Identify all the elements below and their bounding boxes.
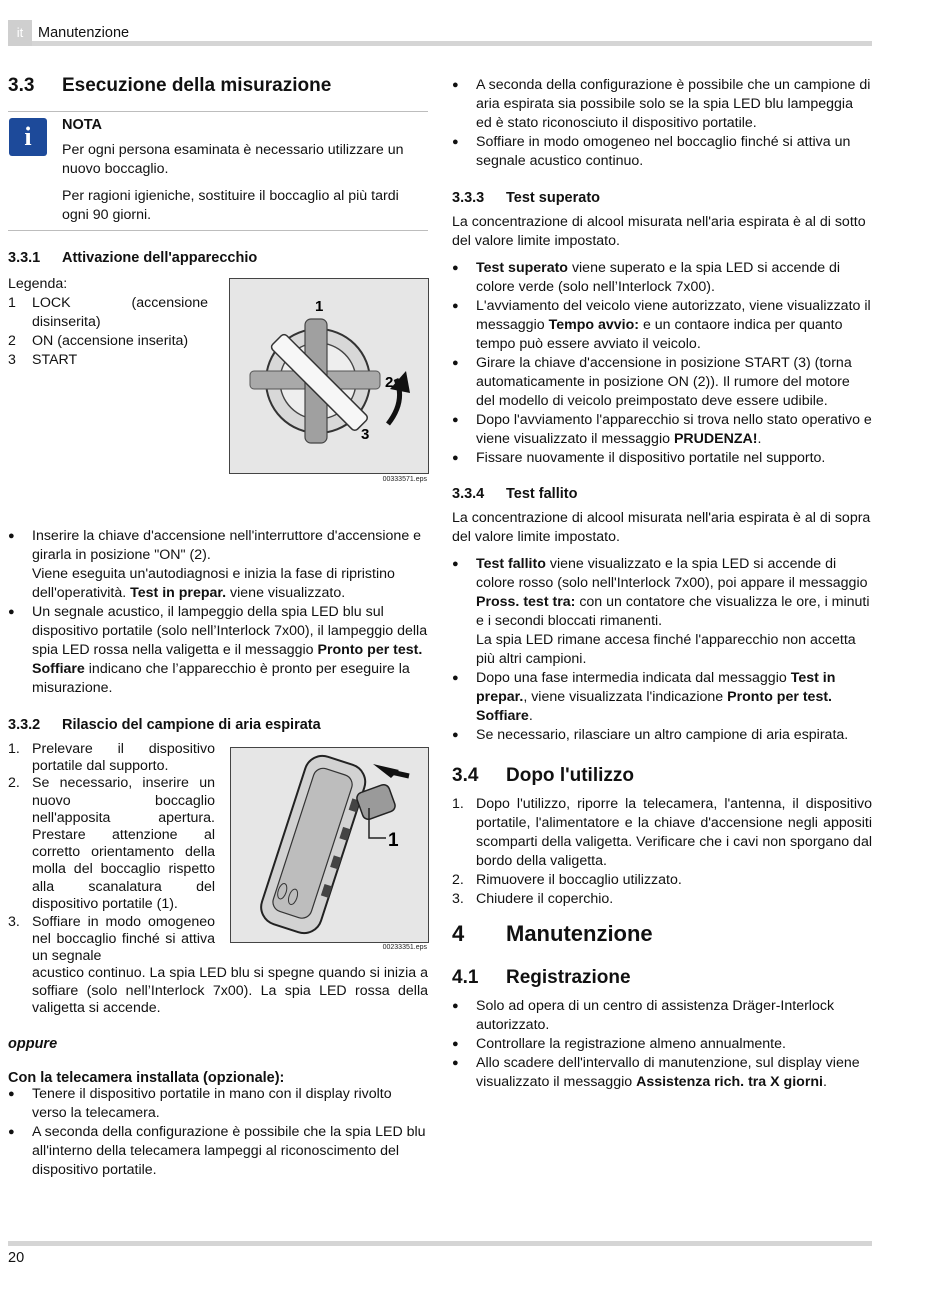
- section-title: Attivazione dell'apparecchio: [62, 250, 258, 266]
- list-item: ● Fissare nuovamente il dispositivo portatile nel supporto.: [452, 449, 872, 468]
- section-title: Registrazione: [506, 967, 631, 988]
- callout-1: 1: [315, 298, 324, 315]
- section-title: Manutenzione: [506, 921, 653, 946]
- list-item: 1. Prelevare il dispositivo portatile dal supporto.: [8, 741, 215, 775]
- list-item: ● Allo scadere dell'intervallo di manutenzione, sul display viene visualizzato il messaggio Assistenza rich. tra X giorni.: [452, 1054, 872, 1092]
- section-title: Test fallito: [506, 486, 578, 502]
- section-title: Rilascio del campione di aria espirata: [62, 717, 321, 733]
- section-title: Dopo l'utilizzo: [506, 765, 634, 786]
- test-passed-steps: [452, 259, 872, 468]
- legend-item: 2 ON (accensione inserita): [8, 333, 189, 349]
- note-paragraph-1: Per ogni persona esaminata è necessario utilizzare un nuovo boccaglio.: [62, 142, 404, 177]
- section-3-4-heading: [452, 764, 634, 788]
- after-use-steps: [452, 795, 872, 909]
- activation-steps: [8, 527, 428, 698]
- section-number: 3.4: [452, 765, 479, 786]
- list-item: ● A seconda della configurazione è possibile che la spia LED blu all'interno della telecamera lampeggi al riconoscimento del dispositivo portatile.: [8, 1123, 428, 1180]
- list-item: ● Test fallito viene visualizzato e la spia LED si accende di colore rosso (solo nell'Interlock 7x00), poi appare il messaggio Pross. test tra: con un contatore che visualizza le ore, i minuti e i secondi bloccati rimanenti. La spia LED rimane accesa finché l'apparecchio non accetta più altri campioni.: [452, 555, 872, 669]
- list-item: ● Dopo una fase intermedia indicata dal messaggio Test in prepar., viene visualizzata l'indicazione Pronto per test. Soffiare.: [452, 669, 872, 726]
- section-number: 3.3.1: [8, 250, 41, 266]
- list-item: ● L'avviamento del veicolo viene autorizzato, viene visualizzato il messaggio Tempo avvio: e un contaore indica per quanto tempo può essere avviato il veicolo.: [452, 297, 872, 354]
- section-number: 4.1: [452, 967, 479, 988]
- section-number: 3.3: [8, 75, 35, 96]
- callout-1: 1: [388, 830, 399, 851]
- test-failed-steps: [452, 555, 872, 745]
- section-4-1-heading: [452, 966, 631, 990]
- camera-steps: [8, 1085, 428, 1180]
- section-3-3-heading: [8, 74, 331, 98]
- section-number: 4: [452, 921, 465, 946]
- list-item: ● Un segnale acustico, il lampeggio della spia LED blu sul dispositivo portatile (solo nell’Interlock 7x00), il lampeggio della spia LED rossa nella valigetta e il messaggio Pronto per test. Soffiare indicano che l’apparecchio è pronto per eseguire la misurazione.: [8, 603, 428, 698]
- section-3-3-1-heading: [8, 249, 257, 268]
- handheld-device-figure: [230, 747, 429, 943]
- language-tag: it: [8, 20, 32, 46]
- ignition-key-illustration: [230, 279, 428, 473]
- test-failed-intro: La concentrazione di alcool misurata nell'aria espirata è al di sopra del valore limite impostato.: [452, 510, 871, 545]
- legend-label: Legenda:: [8, 276, 68, 292]
- oppure-label: oppure: [8, 1036, 58, 1052]
- list-item: ● Girare la chiave d'accensione in posizione START (3) (torna automaticamente in posizione ON (2)). Il rumore del motore del modello di veicolo preimpostato deve essere udibile.: [452, 354, 872, 411]
- list-item: ● Se necessario, rilasciare un altro campione di aria espirata.: [452, 726, 872, 745]
- section-number: 3.3.4: [452, 486, 485, 502]
- note-bottom-rule: [8, 230, 428, 231]
- running-title: Manutenzione: [38, 25, 130, 41]
- test-passed-intro: La concentrazione di alcool misurata nell'aria espirata è al di sotto del valore limite impostato.: [452, 214, 866, 249]
- step-3-continuation: acustico continuo. La spia LED blu si spegne quando si inizia a soffiare (solo nell’Interlock 7x00). La spia LED rossa della valigetta si accende.: [32, 965, 428, 1016]
- note-top-rule: [8, 111, 428, 112]
- list-item: 2. Rimuovere il boccaglio utilizzato.: [452, 872, 682, 888]
- callout-3: 3: [361, 426, 370, 443]
- list-item: ● Tenere il dispositivo portatile in mano con il display rivolto verso la telecamera.: [8, 1085, 428, 1123]
- legend-item: 3 START: [8, 352, 78, 368]
- camera-steps-continued: [452, 76, 872, 171]
- list-item: ● Inserire la chiave d'accensione nell'interruttore d'accensione e girarla in posizione "ON" (2). Viene eseguita un'autodiagnosi e inizia la fase di ripristino dell'operatività. Test in prepar. viene visualizzato.: [8, 527, 428, 603]
- camera-subheading: Con la telecamera installata (opzionale):: [8, 1070, 285, 1086]
- section-number: 3.3.3: [452, 190, 485, 206]
- list-item: ● Test superato viene superato e la spia LED si accende di colore verde (solo nell’Interlock 7x00).: [452, 259, 872, 297]
- note-box: [62, 116, 428, 225]
- handheld-illustration: [231, 748, 428, 942]
- footer-rule: [8, 1241, 872, 1246]
- info-icon: i: [9, 118, 47, 156]
- page-number: 20: [8, 1250, 25, 1266]
- figure-caption: 00333571.eps: [382, 476, 427, 483]
- section-3-3-4-heading: [452, 485, 577, 504]
- section-title: Esecuzione della misurazione: [62, 75, 332, 96]
- note-title: NOTA: [62, 117, 103, 133]
- ignition-switch-figure: [229, 278, 429, 474]
- figure-caption: 00233351.eps: [382, 944, 427, 951]
- list-item: ● Solo ad opera di un centro di assistenza Dräger-Interlock autorizzato.: [452, 997, 872, 1035]
- legend-item: 1 LOCK (accensione disinserita): [8, 295, 208, 330]
- list-item: 1. Dopo l'utilizzo, riporre la telecamera, l'antenna, il dispositivo portatile, l'alimentatore e la chiave d'accensione negli appositi scomparti della valigetta. Verificare che i cavi non sporgano dal bordo della valigetta.: [452, 796, 872, 869]
- list-item: 3. Soffiare in modo omogeneo nel boccaglio finché si attiva un segnale: [8, 914, 215, 965]
- section-number: 3.3.2: [8, 717, 41, 733]
- note-paragraph-2: Per ragioni igieniche, sostituire il boccaglio al più tardi ogni 90 giorni.: [62, 188, 399, 223]
- registration-steps: [452, 997, 872, 1092]
- list-item: 3. Chiudere il coperchio.: [452, 891, 614, 907]
- section-title: Test superato: [506, 190, 601, 206]
- list-item: 2. Se necessario, inserire un nuovo boccaglio nell'apposita apertura. Prestare attenzione al corretto orientamento della molla del boccaglio rispetto alla scanalatura del dispositivo portatile (1).: [8, 775, 215, 912]
- header-rule: [32, 41, 872, 46]
- list-item: ● Soffiare in modo omogeneo nel boccaglio finché si attiva un segnale acustico continuo.: [452, 133, 872, 171]
- chapter-4-heading: [452, 920, 653, 948]
- section-3-3-2-heading: [8, 716, 321, 735]
- list-item: ● A seconda della configurazione è possibile che un campione di aria espirata sia possibile solo se la spia LED blu lampeggia ed è stato riconosciuto il dispositivo portatile.: [452, 76, 872, 133]
- list-item: ● Controllare la registrazione almeno annualmente.: [452, 1035, 872, 1054]
- breath-sample-steps: [8, 741, 215, 966]
- callout-2: 2: [385, 374, 394, 391]
- legend: [8, 275, 208, 370]
- list-item: ● Dopo l'avviamento l'apparecchio si trova nello stato operativo e viene visualizzato il messaggio PRUDENZA!.: [452, 411, 872, 449]
- section-3-3-3-heading: [452, 189, 600, 208]
